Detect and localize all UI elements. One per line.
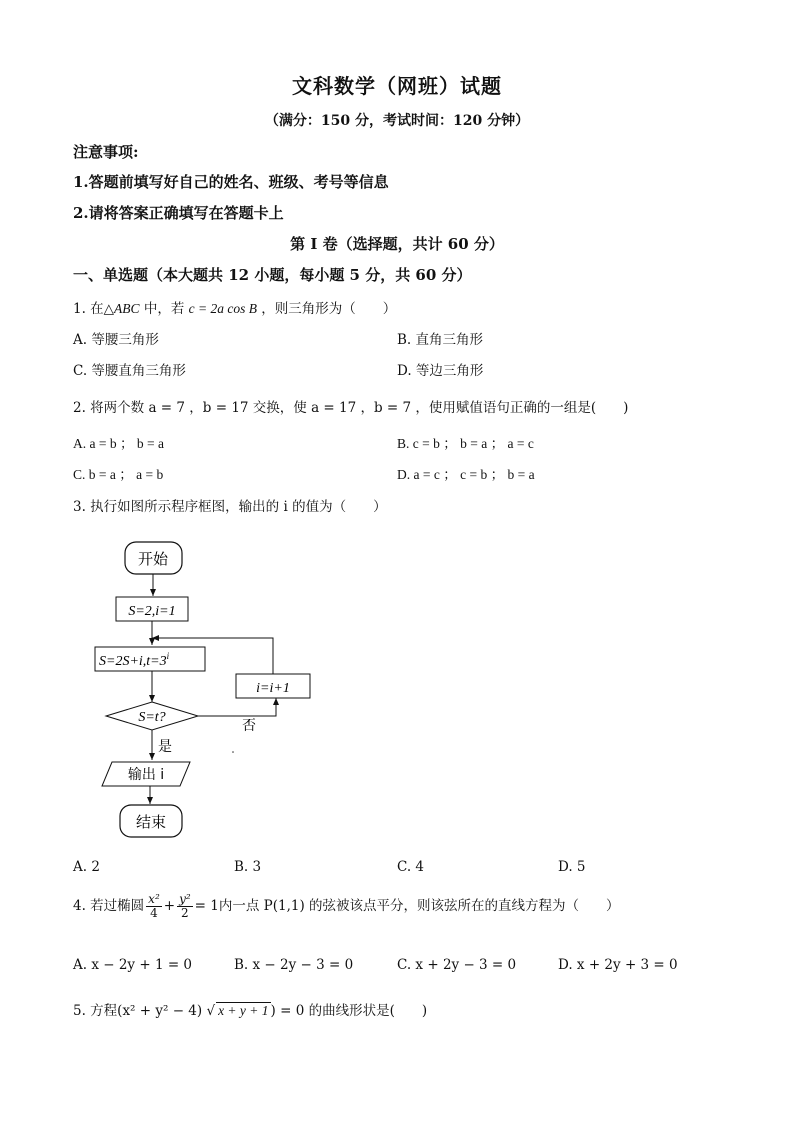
q5-sqrt: x + y + 1 [218,1003,269,1018]
q4-eq-tail: = 1 [194,898,219,914]
flow-decision-label: S=t? [138,710,166,725]
q1-option-d: D. 等边三角形 [397,363,484,379]
q4-option-c: C. x + 2y − 3 = 0 [397,957,517,973]
question-4: 4. 若过椭圆 $\frac{\text{x²}}{4}$ + $\frac{\text{y²}}{2}$ = 1内一点 P(1,1) 的弦被该点平分，则该弦所在的直线方程为（ ） [73,892,620,920]
q2-option-a: A. a = b ； b = a [73,436,164,451]
q4-option-d: D. x + 2y + 3 = 0 [558,957,678,973]
flow-yes-label: 是 [158,739,172,755]
question-5: 5. 方程(x² + y² − 4) √ x + y + 1 ) = 0 的曲线形状是( ) [73,1003,428,1019]
flow-no-label: 否 [242,718,256,734]
q1-option-c: C. 等腰直角三角形 [73,363,186,379]
question-3: 3. 执行如图所示程序框图，输出的 i 的值为（ ） [73,499,387,515]
q1-triangle: △ABC [103,301,140,316]
q1-option-b: B. 直角三角形 [397,332,484,348]
flow-increment-label: i=i+1 [256,681,290,696]
q4-post: 内一点 P(1,1) 的弦被该点平分，则该弦所在的直线方程为（ ） [218,898,620,914]
flow-output-label: 输出 i [127,767,165,783]
section-title: 一、单选题（本大题共 12 小题，每小题 5 分，共 60 分） [73,266,472,284]
q2-option-c: C. b = a ； a = b [73,467,164,482]
notice-heading: 注意事项: [73,143,139,161]
q5-pre: 5. 方程(x² + y² − 4) [73,1003,203,1019]
q1-option-a: A. 等腰三角形 [73,332,159,348]
q4-pre: 4. 若过椭圆 [73,898,145,914]
page-title: 文科数学（网班）试题 [292,74,502,98]
q1-pre: 1. 在 [73,301,104,317]
q5-post: ) = 0 的曲线形状是( ) [270,1003,428,1019]
question-1 [73,297,396,317]
q1-equation: c = 2a cos B [188,301,257,316]
question-2: 2. 将两个数 a = 7 ，b = 17 交换，使 a = 17 ，b = 7 ，使用赋值语句正确的一组是( ) [73,400,629,416]
q2-option-b: B. c = b ； b = a ； a = c [397,436,534,451]
exam-info: （满分：150 分，考试时间：120 分钟） [264,113,530,129]
q4-fraction-x: $\frac{\text{x²}}{4}$ [148,892,160,920]
flow-init-label: S=2,i=1 [128,604,176,619]
flow-start-label: 开始 [137,550,169,568]
q4-fraction-y: $\frac{\text{y²}}{2}$ [179,892,191,920]
notice-item-2: 2.请将答案正确填写在答题卡上 [73,204,284,222]
q3-option-d: D. 5 [558,859,586,875]
notice-item-1: 1.答题前填写好自己的姓名、班级、考号等信息 [73,173,389,191]
q1-post: ，则三角形为（ ） [257,301,397,317]
q4-option-b: B. x − 2y − 3 = 0 [234,957,354,973]
q4-option-a: A. x − 2y + 1 = 0 [73,957,193,973]
flowchart [0,530,794,850]
q3-option-b: B. 3 [234,859,262,875]
part-title: 第 I 卷（选择题，共计 60 分） [290,235,504,253]
q3-option-c: C. 4 [397,859,425,875]
q1-mid: 中，若 [139,301,189,317]
flow-end-label: 结束 [135,813,167,831]
q2-option-d: D. a = c ； c = b ； b = a [397,467,535,482]
flow-update-label: $S=2S+i,t=3^i$ [99,651,170,669]
q3-option-a: A. 2 [73,859,100,875]
